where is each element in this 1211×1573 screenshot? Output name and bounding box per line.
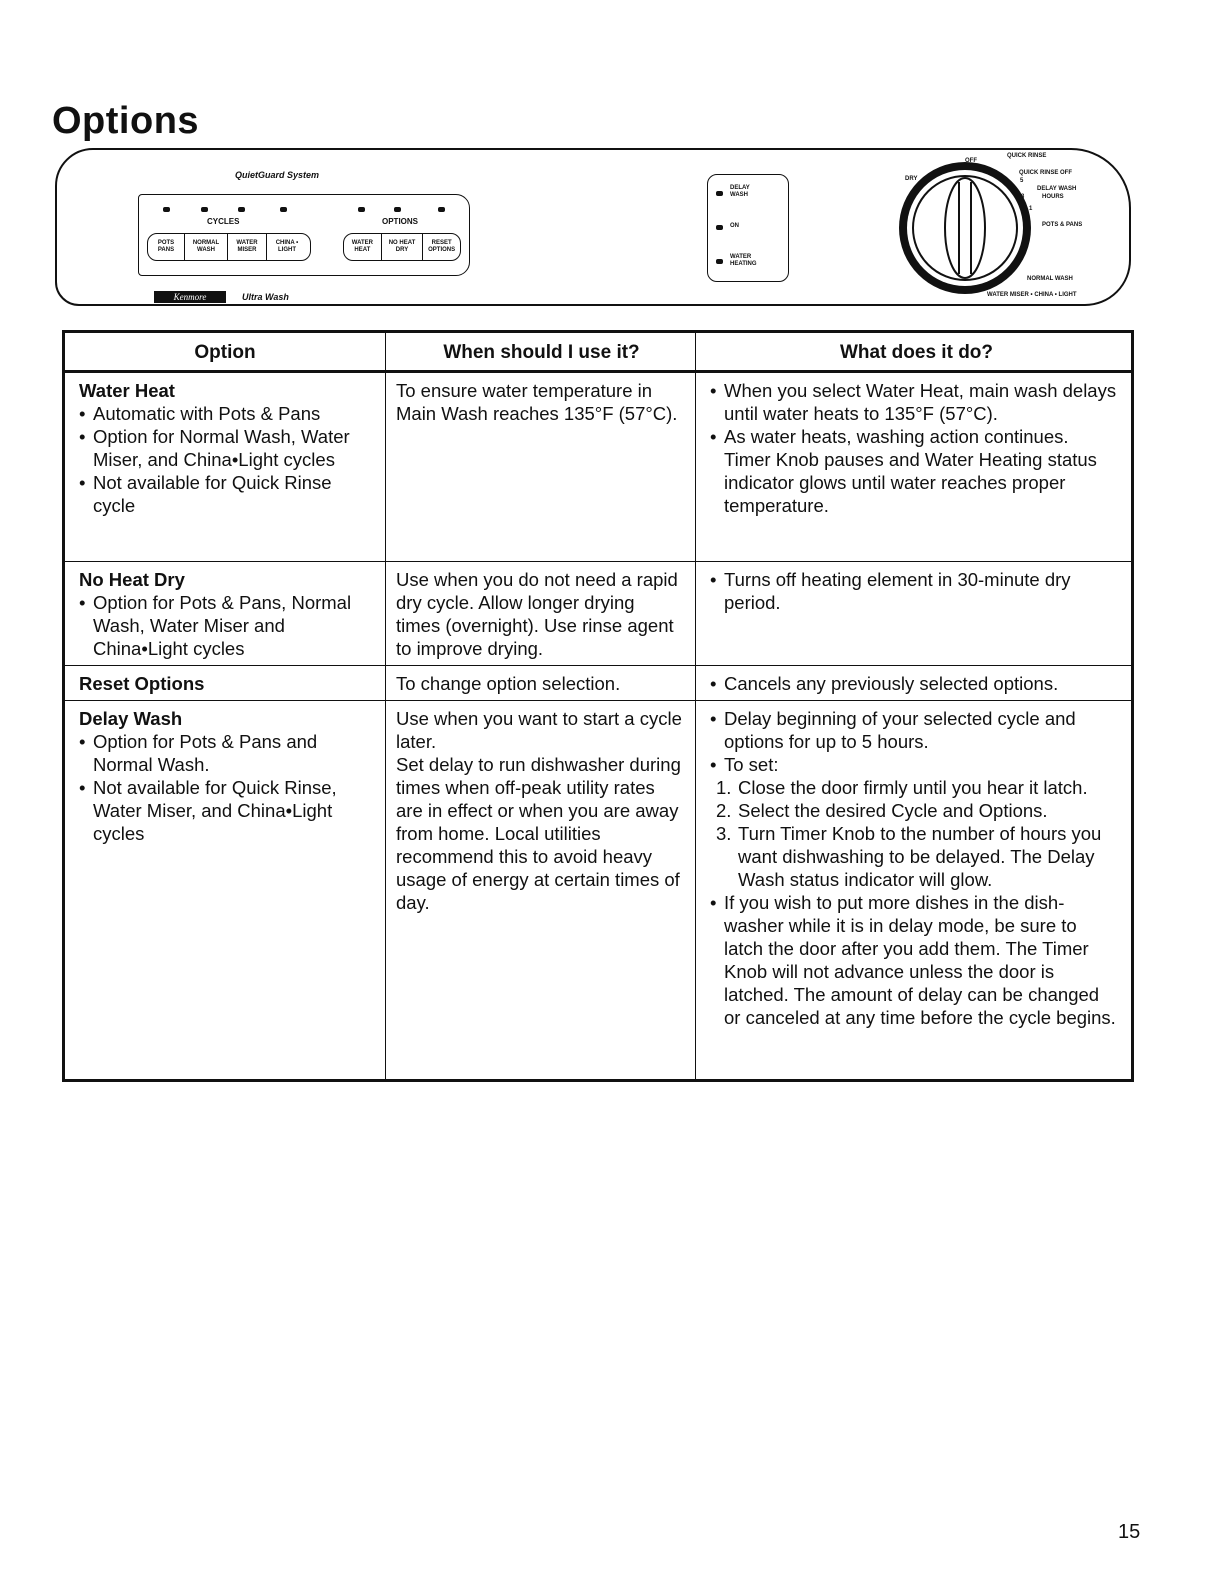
- option-name: Reset Options: [79, 673, 205, 694]
- page-number: 15: [1118, 1521, 1141, 1543]
- option-bullets: [79, 402, 373, 517]
- dial-pots-pans-label: POTS & PANS: [1042, 222, 1083, 228]
- dial-5-label: 5: [1020, 178, 1024, 184]
- table-row-delay-wash: [64, 701, 1133, 1081]
- header-when: When should I use it?: [386, 332, 696, 372]
- when-text: To ensure water temperature in Main Wash reaches 135°F (57°C).: [396, 380, 678, 424]
- when-cell: [386, 701, 696, 1081]
- quietguard-label: QuietGuard System: [235, 170, 320, 180]
- option-bullets: [79, 591, 373, 660]
- option-bullets: [79, 730, 373, 845]
- dial-delay-wash-label: DELAY WASH: [1037, 186, 1077, 192]
- list-item: • Automatic with Pots & Pans: [79, 402, 373, 425]
- when-text: To change option selection.: [396, 673, 621, 694]
- list-item: • Not available for Quick Rinse, Water Miser, and China•Light cycles: [79, 776, 373, 845]
- button-cluster: [138, 194, 470, 276]
- list-item: • Option for Pots & Pans, Normal Wash, Water Miser and China•Light cycles: [79, 591, 373, 660]
- what-cell: [696, 666, 1133, 701]
- list-item: • Delay beginning of your selected cycle and options for up to 5 hours.: [710, 707, 1119, 753]
- step-text: Turn Timer Knob to the number of hours you want dishwashing to be delayed. The Delay Wash status indicator will glow.: [738, 823, 1102, 890]
- dial-normal-wash-label: NORMAL WASH: [1027, 276, 1073, 282]
- dial-1-label: 1: [1029, 206, 1033, 212]
- delay-wash-status-label: DELAY WASH: [730, 185, 750, 198]
- option-buttons: [343, 233, 461, 261]
- list-item: • Turns off heating element in 30-minute dry period.: [710, 568, 1119, 614]
- cycle-indicator-2: [201, 207, 208, 212]
- list-item: • As water heats, washing action continues. Timer Knob pauses and Water Heating status indicator glows until water reaches proper temperature.: [710, 425, 1119, 517]
- dial-quick-rinse-label: QUICK RINSE: [1007, 153, 1047, 159]
- option-cell: [64, 701, 386, 1081]
- table-row-water-heat: [64, 372, 1133, 562]
- list-item: [716, 822, 1119, 891]
- no-heat-dry-button[interactable]: NO HEAT DRY: [382, 234, 424, 260]
- cycle-indicator-1: [163, 207, 170, 212]
- header-what: What does it do?: [696, 332, 1133, 372]
- steps-list: [710, 776, 1119, 891]
- option-indicator-3: [438, 207, 445, 212]
- status-indicator-panel: [707, 174, 789, 282]
- option-name: No Heat Dry: [79, 569, 185, 590]
- dial-bottom-label: WATER MISER • CHINA • LIGHT: [987, 292, 1077, 298]
- option-cell: [64, 666, 386, 701]
- table-row-no-heat-dry: [64, 562, 1133, 666]
- cycles-label: CYCLES: [207, 217, 240, 226]
- option-cell: [64, 372, 386, 562]
- what-cell: [696, 372, 1133, 562]
- reset-options-button[interactable]: RESET OPTIONS: [428, 240, 456, 253]
- list-item: • If you wish to put more dishes in the dish-washer while it is in delay mode, be sure to latch the door after you add them. The Timer Knob will not advance unless the door is latched. The amount of delay can be changed or canceled at any time before the cycle begins.: [710, 891, 1119, 1029]
- cycle-indicator-4: [280, 207, 287, 212]
- normal-wash-button[interactable]: NORMAL WASH: [185, 234, 228, 260]
- kenmore-logo: Kenmore: [154, 291, 226, 303]
- list-item: • Option for Pots & Pans and Normal Wash.: [79, 730, 373, 776]
- options-table: [62, 330, 1134, 1082]
- dial-hours-label: HOURS: [1042, 194, 1064, 200]
- page-title: Options: [52, 100, 200, 142]
- cycle-buttons: [147, 233, 311, 261]
- list-item: • To set:: [710, 753, 1119, 776]
- on-indicator: [716, 225, 723, 230]
- water-heating-indicator: [716, 259, 723, 264]
- what-bullets: [710, 672, 1119, 695]
- when-text: Use when you do not need a rapid dry cycle. Allow longer drying times (overnight). Use rinse agent to improve drying.: [396, 569, 678, 659]
- option-name: Delay Wash: [79, 708, 183, 729]
- when-text: Set delay to run dishwasher during times when off-peak utility rates are in effect or when you are away from home. Local utilities recommend this to avoid heavy usage of energy at certain times of day.: [396, 754, 681, 913]
- table-row-reset-options: [64, 666, 1133, 701]
- water-heating-status-label: WATER HEATING: [730, 254, 757, 267]
- what-cell: [696, 562, 1133, 666]
- list-item: [716, 776, 1119, 799]
- water-miser-button[interactable]: WATER MISER: [228, 234, 267, 260]
- what-bullets-after: [710, 891, 1119, 1029]
- dial-off-label: OFF: [965, 158, 977, 164]
- list-item: • When you select Water Heat, main wash delays until water heats to 135°F (57°C).: [710, 379, 1119, 425]
- option-indicator-2: [394, 207, 401, 212]
- water-heat-button[interactable]: WATER HEAT: [344, 234, 382, 260]
- delay-wash-indicator: [716, 191, 723, 196]
- dial-3-label: 3: [1021, 194, 1025, 200]
- header-option: Option: [64, 332, 386, 372]
- pots-pans-button[interactable]: POTS PANS: [148, 234, 185, 260]
- ultra-wash-label: Ultra Wash: [242, 292, 289, 302]
- step-number: 2.: [716, 800, 732, 821]
- what-bullets: [710, 379, 1119, 517]
- what-bullets: [710, 707, 1119, 776]
- list-item: • Not available for Quick Rinse cycle: [79, 471, 373, 517]
- china-light-button[interactable]: CHINA • LIGHT: [275, 240, 299, 253]
- dial-quick-rinse-off-label: QUICK RINSE OFF: [1019, 170, 1073, 176]
- when-cell: [386, 666, 696, 701]
- option-name: Water Heat: [79, 380, 175, 401]
- list-item: • Option for Normal Wash, Water Miser, and China•Light cycles: [79, 425, 373, 471]
- what-bullets: [710, 568, 1119, 614]
- table-header-row: [64, 332, 1133, 372]
- cycle-indicator-3: [238, 207, 245, 212]
- option-cell: [64, 562, 386, 666]
- step-text: Close the door firmly until you hear it latch.: [738, 777, 1088, 798]
- dial-dry-label: DRY: [905, 176, 918, 182]
- step-number: 3.: [716, 823, 732, 844]
- what-cell: [696, 701, 1133, 1081]
- list-item: • Cancels any previously selected options.: [710, 672, 1119, 695]
- when-cell: [386, 372, 696, 562]
- when-text: Use when you want to start a cycle later.: [396, 708, 682, 752]
- on-status-label: ON: [730, 223, 739, 229]
- control-panel-illustration: [55, 148, 1131, 306]
- options-label: OPTIONS: [382, 217, 419, 226]
- when-cell: [386, 562, 696, 666]
- option-indicator-1: [358, 207, 365, 212]
- list-item: [716, 799, 1119, 822]
- step-text: Select the desired Cycle and Options.: [738, 800, 1048, 821]
- step-number: 1.: [716, 777, 732, 798]
